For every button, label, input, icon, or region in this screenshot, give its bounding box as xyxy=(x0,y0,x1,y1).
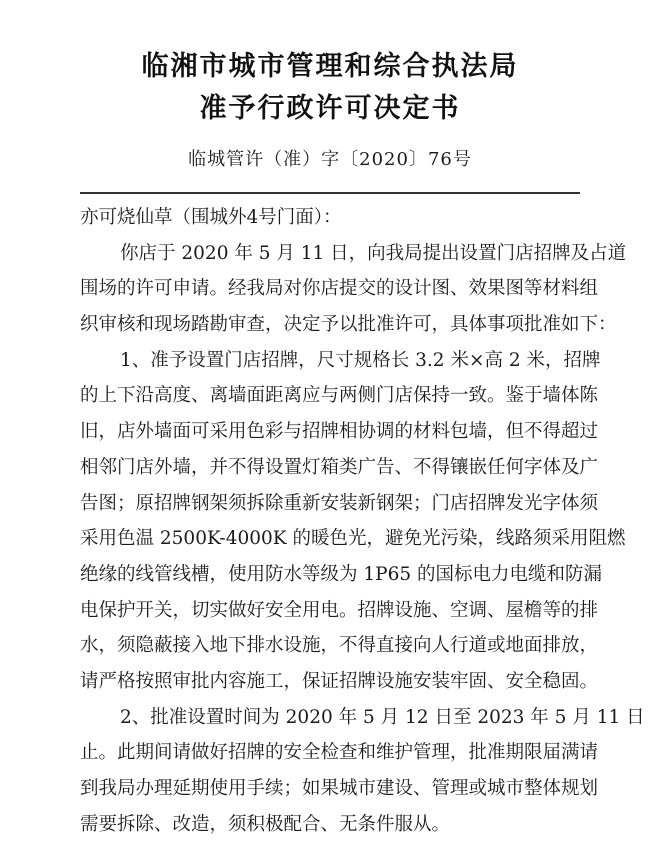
paragraph xyxy=(80,236,627,343)
paragraph-line: 电保护开关，切实做好安全用电。招牌设施、空调、屋檐等的排 xyxy=(80,599,599,621)
paragraph-line: 止。此期间请做好招牌的安全检查和维护管理，批准期限届满请 xyxy=(80,742,599,764)
paragraph-line: 采用色温 2500K-4000K 的暖色光，避免光污染，线路须采用阻燃 xyxy=(80,528,626,550)
paragraph-line: 相邻门店外墙，并不得设置灯箱类广告、不得镶嵌任何字体及广 xyxy=(80,456,599,478)
paragraph-line: 旧，店外墙面可采用色彩与招牌相协调的材料包墙，但不得超过 xyxy=(80,421,599,443)
paragraph-line: 到我局办理延期使用手续；如果城市建设、管理或城市整体规划 xyxy=(80,778,599,799)
document-body xyxy=(80,200,645,842)
paragraphs xyxy=(80,236,645,843)
paragraph-line: 1、准予设置门店招牌，尺寸规格长 3.2 米×高 2 米，招牌 xyxy=(120,349,601,371)
paragraph-line: 围场的许可申请。经我局对你店提交的设计图、效果图等材料组 xyxy=(80,278,599,300)
salutation: 亦可烧仙草（围城外4号门面）： xyxy=(80,207,342,228)
paragraph-line: 需要拆除、改造，须积极配合、无条件服从。 xyxy=(80,813,451,835)
paragraph-line: 2、批准设置时间为 2020 年 5 月 12 日至 2023 年 5 月 11 日 xyxy=(120,706,645,728)
paragraph-line: 告图；原招牌钢架须拆除重新安装新钢架；门店招牌发光字体须 xyxy=(80,492,599,514)
paragraph xyxy=(80,343,626,700)
paragraph-line: 水，须隐蔽接入地下排水设施，不得直接向人行道或地面排放， xyxy=(80,635,599,657)
paragraph-line: 织审核和现场踏勘审查，决定予以批准许可，具体事项批准如下： xyxy=(80,314,617,336)
document-number: 临城管许（准）字〔2020〕76号 xyxy=(188,149,472,170)
header-divider xyxy=(80,192,580,194)
document-title-line2: 准予行政许可决定书 xyxy=(199,93,461,124)
paragraph-line: 绝缘的线管线槽，使用防水等级为 1P65 的国标电力电缆和防漏 xyxy=(80,563,603,585)
paragraph-line: 请严格按照审批内容施工，保证招牌设施安装牢固、安全稳固。 xyxy=(80,670,599,692)
paragraph-line: 你店于 2020 年 5 月 11 日，向我局提出设置门店招牌及占道 xyxy=(120,242,627,264)
document-title-line1: 临湘市城市管理和综合执法局 xyxy=(141,51,519,82)
paragraph xyxy=(80,700,645,843)
paragraph-line: 的上下沿高度、离墙面距离应与两侧门店保持一致。鉴于墙体陈 xyxy=(80,385,599,407)
